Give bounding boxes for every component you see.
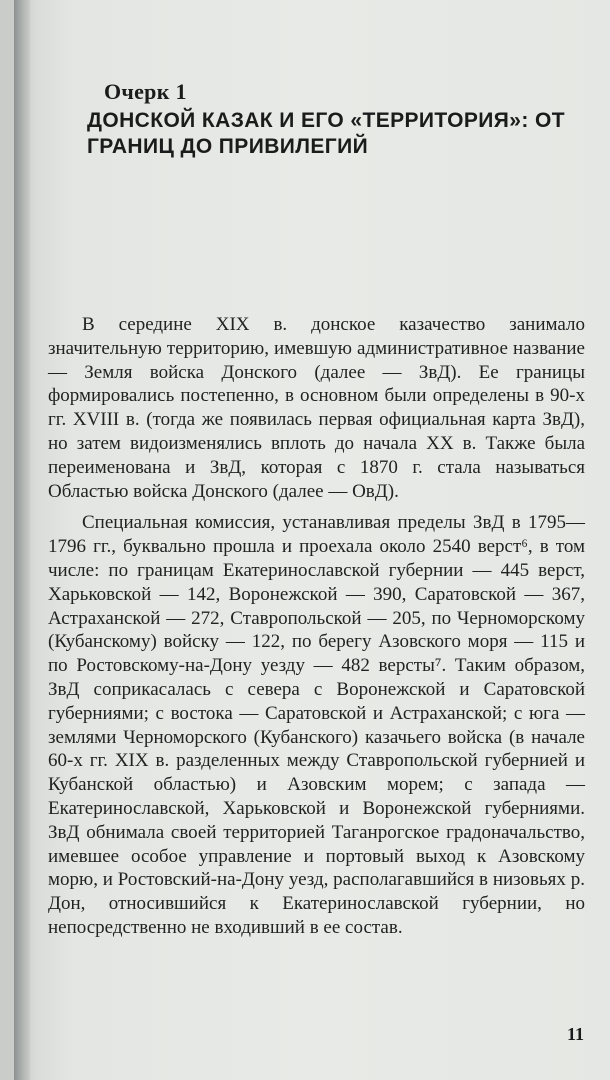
paragraph-1: В середине XIX в. донское казачество занимало значительную территорию, имевшую административное название — Земля войска Донского (далее — ЗвД). Ее границы формировались постепенно, в основном были определены в 90-х гг. XVIII в. (тогда же появилась первая официальная карта ЗвД), но затем видоизменялись вплоть до начала XX в. Также была переименована и ЗвД, которая с 1870 г. стала называться Областью войска Донского (далее — ОвД).: [48, 314, 585, 502]
book-spine-shadow: [14, 0, 30, 1080]
paragraph-2: Специальная комиссия, устанавливая пределы ЗвД в 1795—1796 гг., буквально прошла и проехала около 2540 верст⁶, в том числе: по границам Екатеринославской губернии — 445 верст, Харьковской — 142, Воронежской — 390, Саратовской — 367, Астраханской — 272, Ставропольской — 205, по Черноморскому (Кубанскому) войску — 122, по берегу Азовского моря — 115 и по Ростовскому-на-Дону уезду — 482 версты⁷. Таким образом, ЗвД соприкасалась с севера с Воронежской и Саратовской губерниями; с востока — Саратовской и Астраханской; с юга — землями Черноморского (Кубанского) казачьего войска (в начале 60-х гг. XIX в. разделенных между Ставропольской губернией и Кубанской областью) и Азовским морем; с запада — Екатеринославской, Харьковской и Воронежской губерниями. ЗвД обнимала своей территорией Таганрогское градоначальство, имевшее особое управление и портовый выход к Азовскому морю, и Ростовский-на-Дону уезд, располагавшийся в низовьях р. Дон, относившийся к Екатеринославской губернии, но непосредственно не входивший в ее состав.: [48, 512, 585, 938]
chapter-title: ДОНСКОЙ КАЗАК И ЕГО «ТЕРРИТОРИЯ»: ОТ ГРАНИЦ ДО ПРИВИЛЕГИЙ: [87, 109, 565, 158]
chapter-label: Очерк 1: [104, 79, 187, 104]
book-page: [14, 0, 610, 1080]
page-number: 11: [567, 1024, 585, 1044]
body-text: [48, 313, 585, 948]
